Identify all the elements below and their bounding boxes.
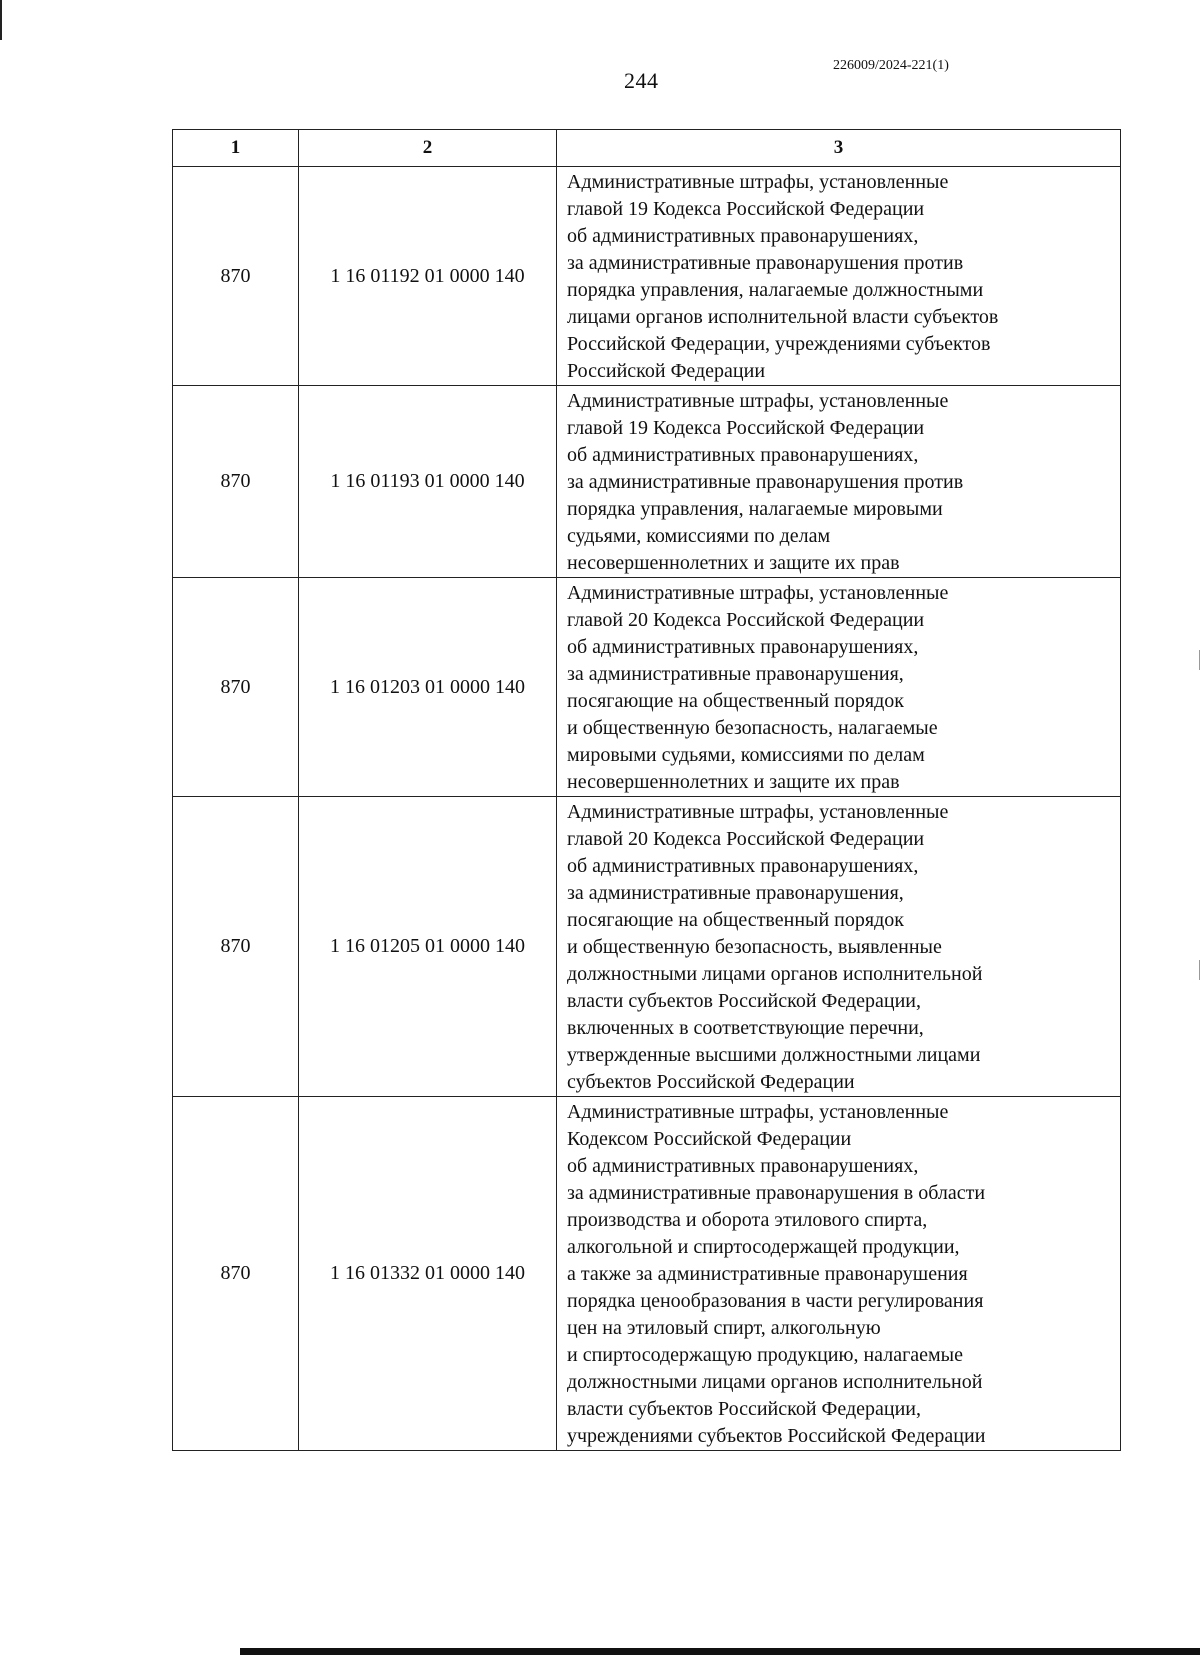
description-line: включенных в соответствующие перечни, [567, 1017, 924, 1039]
column-header-2: 2 [299, 130, 557, 167]
description-line: власти субъектов Российской Федерации, [567, 990, 921, 1012]
description-line: главой 20 Кодекса Российской Федерации [567, 828, 925, 850]
admin-code-cell: 870 [173, 578, 299, 797]
description-line: лицами органов исполнительной власти субъектов [567, 306, 999, 328]
admin-code-cell: 870 [173, 797, 299, 1097]
description-line: а также за административные правонарушения [567, 1263, 968, 1285]
scan-bottom-edge [240, 1648, 1200, 1655]
admin-code-cell: 870 [173, 167, 299, 386]
description-line: за административные правонарушения против [567, 252, 964, 274]
description-line: Российской Федерации [567, 360, 766, 382]
description-line: власти субъектов Российской Федерации, [567, 1398, 921, 1420]
description-line: порядка ценообразования в части регулирования [567, 1290, 984, 1312]
table-row [173, 797, 1121, 1097]
description-line: Российской Федерации, учреждениями субъектов [567, 333, 991, 355]
budget-code-cell: 1 16 01205 01 0000 140 [299, 797, 557, 1097]
description-line: и общественную безопасность, налагаемые [567, 717, 938, 739]
description-line: Административные штрафы, установленные [567, 171, 949, 193]
description-line: и общественную безопасность, выявленные [567, 936, 942, 958]
table-header-row [173, 130, 1121, 167]
description-line: несовершеннолетних и защите их прав [567, 552, 900, 574]
budget-code-cell: 1 16 01203 01 0000 140 [299, 578, 557, 797]
description-line: мировыми судьями, комиссиями по делам [567, 744, 925, 766]
description-line: учреждениями субъектов Российской Федерации [567, 1425, 986, 1447]
description-line: главой 20 Кодекса Российской Федерации [567, 609, 925, 631]
description-line: главой 19 Кодекса Российской Федерации [567, 198, 925, 220]
table-row [173, 386, 1121, 578]
description-line: об административных правонарушениях, [567, 444, 919, 466]
description-line: субъектов Российской Федерации [567, 1071, 855, 1093]
description-line: за административные правонарушения, [567, 882, 904, 904]
description-line: несовершеннолетних и защите их прав [567, 771, 900, 793]
description-line: за административные правонарушения в области [567, 1182, 986, 1204]
description-line: должностными лицами органов исполнительной [567, 963, 983, 985]
description-line: утвержденные высшими должностными лицами [567, 1044, 981, 1066]
column-header-3: 3 [557, 130, 1121, 167]
column-header-1: 1 [173, 130, 299, 167]
description-line: Административные штрафы, установленные [567, 582, 949, 604]
table-row [173, 578, 1121, 797]
description-cell [557, 386, 1121, 578]
page-number: 244 [624, 68, 659, 93]
description-line: Административные штрафы, установленные [567, 390, 949, 412]
description-line: судьями, комиссиями по делам [567, 525, 831, 547]
description-line: за административные правонарушения, [567, 663, 904, 685]
description-line: должностными лицами органов исполнительной [567, 1371, 983, 1393]
table-row [173, 1097, 1121, 1451]
description-line: главой 19 Кодекса Российской Федерации [567, 417, 925, 439]
description-line: об административных правонарушениях, [567, 636, 919, 658]
description-line: Административные штрафы, установленные [567, 1101, 949, 1123]
budget-code-cell: 1 16 01193 01 0000 140 [299, 386, 557, 578]
budget-codes-table [172, 129, 1121, 1451]
table-row [173, 167, 1121, 386]
table-body [173, 167, 1121, 1451]
description-cell [557, 578, 1121, 797]
scan-margin-line [0, 0, 2, 40]
description-line: порядка управления, налагаемые мировыми [567, 498, 943, 520]
document-code: 226009/2024-221(1) [833, 58, 949, 73]
description-line: об административных правонарушениях, [567, 855, 919, 877]
description-line: об административных правонарушениях, [567, 1155, 919, 1177]
budget-code-cell: 1 16 01192 01 0000 140 [299, 167, 557, 386]
description-line: цен на этиловый спирт, алкогольную [567, 1317, 881, 1339]
description-line: и спиртосодержащую продукцию, налагаемые [567, 1344, 963, 1366]
admin-code-cell: 870 [173, 1097, 299, 1451]
description-cell [557, 797, 1121, 1097]
description-line: посягающие на общественный порядок [567, 690, 904, 712]
description-cell [557, 1097, 1121, 1451]
description-cell [557, 167, 1121, 386]
description-line: производства и оборота этилового спирта, [567, 1209, 928, 1231]
description-line: за административные правонарушения против [567, 471, 964, 493]
description-line: Административные штрафы, установленные [567, 801, 949, 823]
description-line: посягающие на общественный порядок [567, 909, 904, 931]
description-line: алкогольной и спиртосодержащей продукции, [567, 1236, 960, 1258]
description-line: об административных правонарушениях, [567, 225, 919, 247]
admin-code-cell: 870 [173, 386, 299, 578]
description-line: порядка управления, налагаемые должностными [567, 279, 984, 301]
description-line: Кодексом Российской Федерации [567, 1128, 852, 1150]
budget-code-cell: 1 16 01332 01 0000 140 [299, 1097, 557, 1451]
